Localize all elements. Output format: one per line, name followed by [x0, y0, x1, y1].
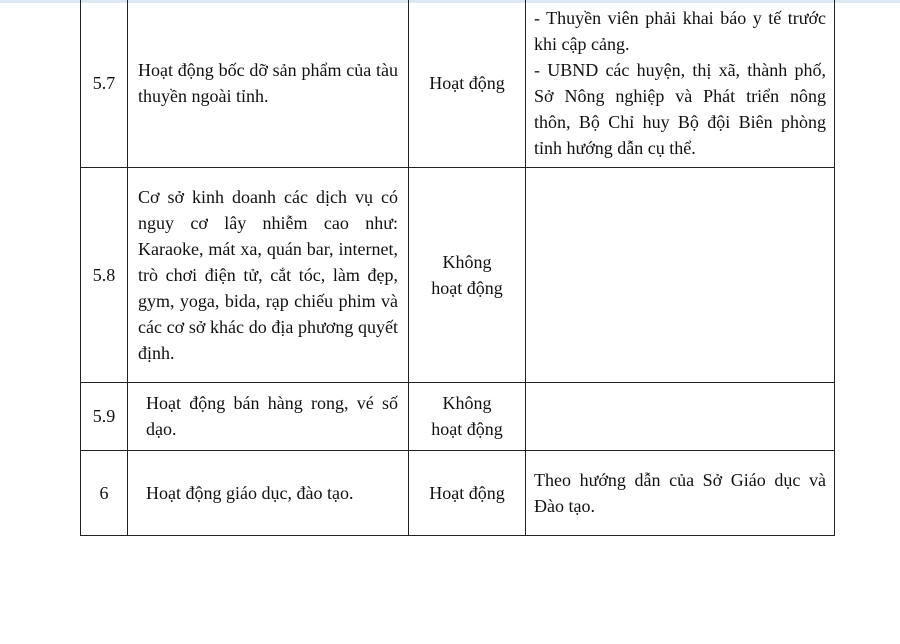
- status-cell: [409, 167, 526, 382]
- row-number: 5.9: [81, 382, 128, 450]
- table-row: [81, 167, 835, 382]
- activity-text: Cơ sở kinh doanh các dịch vụ có nguy cơ lây nhiễm cao như: Karaoke, mát xa, quán bar, internet, trò chơi điện tử, cắt tóc, làm đẹp, gym, yoga, bida, rạp chiếu phim và các cơ sở khác do địa phương quyết định.: [138, 186, 398, 363]
- note-cell: [526, 450, 835, 535]
- note-line: Theo hướng dẫn của Sở Giáo dục và Đào tạo.: [534, 469, 826, 516]
- regulation-table: [80, 0, 835, 536]
- activity-text: Hoạt động giáo dục, đào tạo.: [146, 482, 354, 503]
- status-cell: [409, 382, 526, 450]
- table-row: [81, 0, 835, 167]
- activity-text: Hoạt động bốc dỡ sản phẩm của tàu thuyền ngoài tỉnh.: [138, 60, 398, 107]
- table-row: [81, 450, 835, 535]
- note-cell: [526, 382, 835, 450]
- activity-text: Hoạt động bán hàng rong, vé số dạo.: [146, 393, 398, 439]
- row-number: 5.7: [81, 0, 128, 167]
- table-row: [81, 382, 835, 450]
- status-cell: Hoạt động: [409, 0, 526, 167]
- row-number: 6: [81, 450, 128, 535]
- note-cell: [526, 167, 835, 382]
- note-cell: [526, 0, 835, 167]
- status-line: Không: [442, 393, 492, 413]
- status-line: hoạt động: [431, 277, 503, 298]
- status-line: hoạt động: [431, 419, 503, 439]
- note-line: - Thuyền viên phải khai báo y tế trước khi cập cảng.: [534, 8, 826, 55]
- status-line: Không: [442, 251, 492, 272]
- activity-cell: [128, 167, 409, 382]
- status-cell: Hoạt động: [409, 450, 526, 535]
- row-number: 5.8: [81, 167, 128, 382]
- activity-cell: [128, 382, 409, 450]
- activity-cell: [128, 450, 409, 535]
- activity-cell: [128, 0, 409, 167]
- note-line: - UBND các huyện, thị xã, thành phố, Sở Nông nghiệp và Phát triển nông thôn, Bộ Chỉ huy Bộ đội Biên phòng tỉnh hướng dẫn cụ thể.: [534, 60, 826, 159]
